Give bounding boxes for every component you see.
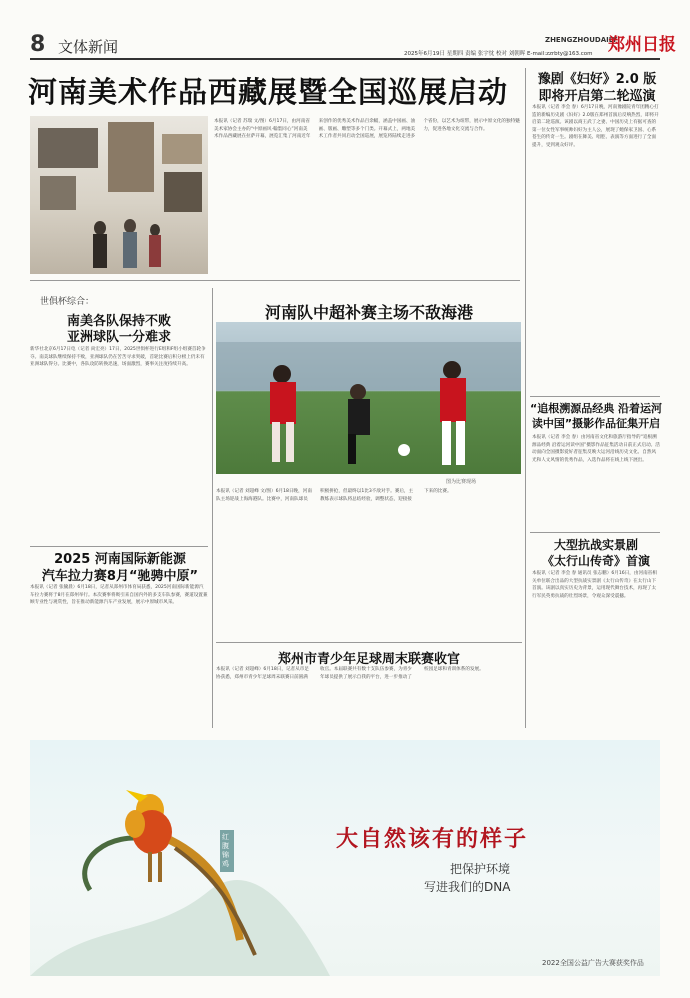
story7-body: 本报讯（记者 刘超峰）6月18日，记者从市足协获悉，郑州市青少年足球周末联赛日前圆满收官。本届联赛共有数十支队伍参赛，为青少年球员提供了展示自我的平台，进一步推动了校园足球和青训体系的发展。 xyxy=(216,667,484,680)
section-title: 文体新闻 xyxy=(58,38,119,56)
story6-headline-2: 《太行山传奇》首演 xyxy=(541,554,650,568)
section-rule-5 xyxy=(530,532,660,533)
story6-body: 本报讯（记者 李会 春 通讯员 张志鹏）6月16日，由河南省相关单位联合出品的大型抗战实景剧《太行山传奇》在太行山下首演。该剧以真实历史为背景，运用现代舞台技术，再现了太行军民英勇抗战的壮烈场景，令观众深受震撼。 xyxy=(532,571,657,599)
story3-body: 本报讯（记者 张毓晨）6月18日，记者从郑州市体育局获悉，2025河南国际新能源汽车拉力赛将于8月在郑州举行。本次赛事将吸引来自国内外的多支车队参赛，赛道设置兼顾专业性与观赏性，旨在推动新能源汽车产业发展，展示中原城市风采。 xyxy=(30,585,208,605)
section-rule-4 xyxy=(530,396,660,397)
football-players-icon xyxy=(216,322,521,474)
story4-body: 本报讯（记者 刘超峰 文/图）6月18日晚，河南队主场迎战上海海港队。比赛中，河南队球员积极拼抢，但最终以1比3不敌对手。赛后，主教练表示球队将总结经验，调整状态，迎接接下来的比赛。 xyxy=(216,489,452,502)
lead-photo xyxy=(30,116,208,274)
page-header xyxy=(0,0,690,62)
lead-body: 本报讯（记者 苏瑞 文/图）6月17日，由河南省美术家协会主办的“中原画风·翰墨同心”河南美术作品西藏展在拉萨开幕，展览汇集了河南近年来创作的优秀美术作品百余幅，涵盖中国画、油画、版画、雕塑等多个门类。开幕式上，两地美术工作者共同启动全国巡展，展览将陆续走进多个省份，以艺术为纽带，展示中原文化的独特魅力，促进各地文化交流与合作。 xyxy=(214,119,520,139)
golden-pheasant-icon xyxy=(30,740,660,976)
header-rule xyxy=(30,58,660,60)
match-photo-caption: 图为比赛现场 xyxy=(446,479,477,485)
story5-body: 本报讯（记者 李会 春）由河南省文化和旅游厅指导的“追根溯源品经典 沿着运河读中国”摄影作品征集活动日前正式启动。活动面向全国摄影爱好者征集反映大运河沿线历史文化、自然风光和人文风情的优秀作品，入选作品将在线上线下展出。 xyxy=(532,435,660,463)
lead-headline: 河南美术作品西藏展暨全国巡展启动 xyxy=(28,75,509,109)
story7-headline: 郑州市青少年足球周末联赛收官 xyxy=(277,652,460,667)
column-rule xyxy=(525,68,526,728)
story2-headline-1: 南美各队保持不败 xyxy=(66,314,171,329)
masthead-logo: 郑州日报 xyxy=(608,35,676,55)
side-story1-headline-2: 即将开启第二轮巡演 xyxy=(538,89,656,104)
exhibition-scene-icon xyxy=(30,116,208,274)
public-service-ad xyxy=(30,740,660,976)
story2-body: 新华社北京6月17日电（记者 尚宏亮）17日，2025世俱杯进行E组和F组小组赛首轮争夺。南美球队继续保持不败，亚洲球队仍在苦苦寻求突破，首轮比赛后积分榜上仍未有亚洲球队得分。比赛中，各队攻防转换迅速，场面激烈，赛事关注度持续升高。 xyxy=(30,347,206,367)
column-rule-2 xyxy=(212,288,213,728)
story3-headline-2: 汽车拉力赛8月“驰骋中原” xyxy=(41,569,199,584)
section-rule-2 xyxy=(30,546,208,547)
ad-title: 大自然该有的样子 xyxy=(336,827,529,852)
ad-species-tag: 红腹锦鸡 xyxy=(220,830,234,872)
dateline: 2025年6月19日 星期四 责编 张宇忱 校对 刘朝晖 E-mail:zzrbty@163.com xyxy=(404,51,593,57)
story5-headline-1: “追根溯源品经典 沿着运河 xyxy=(530,402,663,415)
story4-headline: 河南队中超补赛主场不敌海港 xyxy=(264,303,473,322)
story3-headline-1: 2025 河南国际新能源 xyxy=(54,552,186,567)
story2-headline-2: 亚洲球队一分难求 xyxy=(66,330,171,345)
section-rule-3 xyxy=(216,642,522,643)
story5-headline-2: 读中国”摄影作品征集开启 xyxy=(531,417,661,430)
story6-headline-1: 大型抗战实景剧 xyxy=(553,538,638,552)
page-number: 8 xyxy=(30,32,46,57)
story2-kicker: 世俱杯综合： xyxy=(40,297,95,307)
side-story1-headline-1: 豫剧《妇好》2.0 版 xyxy=(537,72,657,87)
ad-line-1: 把保护环境 xyxy=(450,862,511,876)
match-photo xyxy=(216,322,521,474)
section-rule xyxy=(30,280,520,281)
side-story1-body: 本报讯（记者 李会 春）6月17日晚，河南豫剧院青年团精心打造的新编历史剧《妇好》2.0版在郑州首演后反响热烈，即将开启第二轮巡演。该剧以商王武丁之妻、中国历史上有据可查的第一位女性军事统帅妇好为主人公，展现了她保家卫国、心系苍生的传奇一生。剧组在舞美、唱腔、表演等方面进行了全面提升，受到观众好评。 xyxy=(532,105,659,148)
masthead-english: ZHENGZHOUDAILY xyxy=(545,36,618,44)
ad-line-2: 写进我们的DNA xyxy=(424,880,511,894)
ad-footer: 2022全国公益广告大赛获奖作品 xyxy=(542,959,644,967)
